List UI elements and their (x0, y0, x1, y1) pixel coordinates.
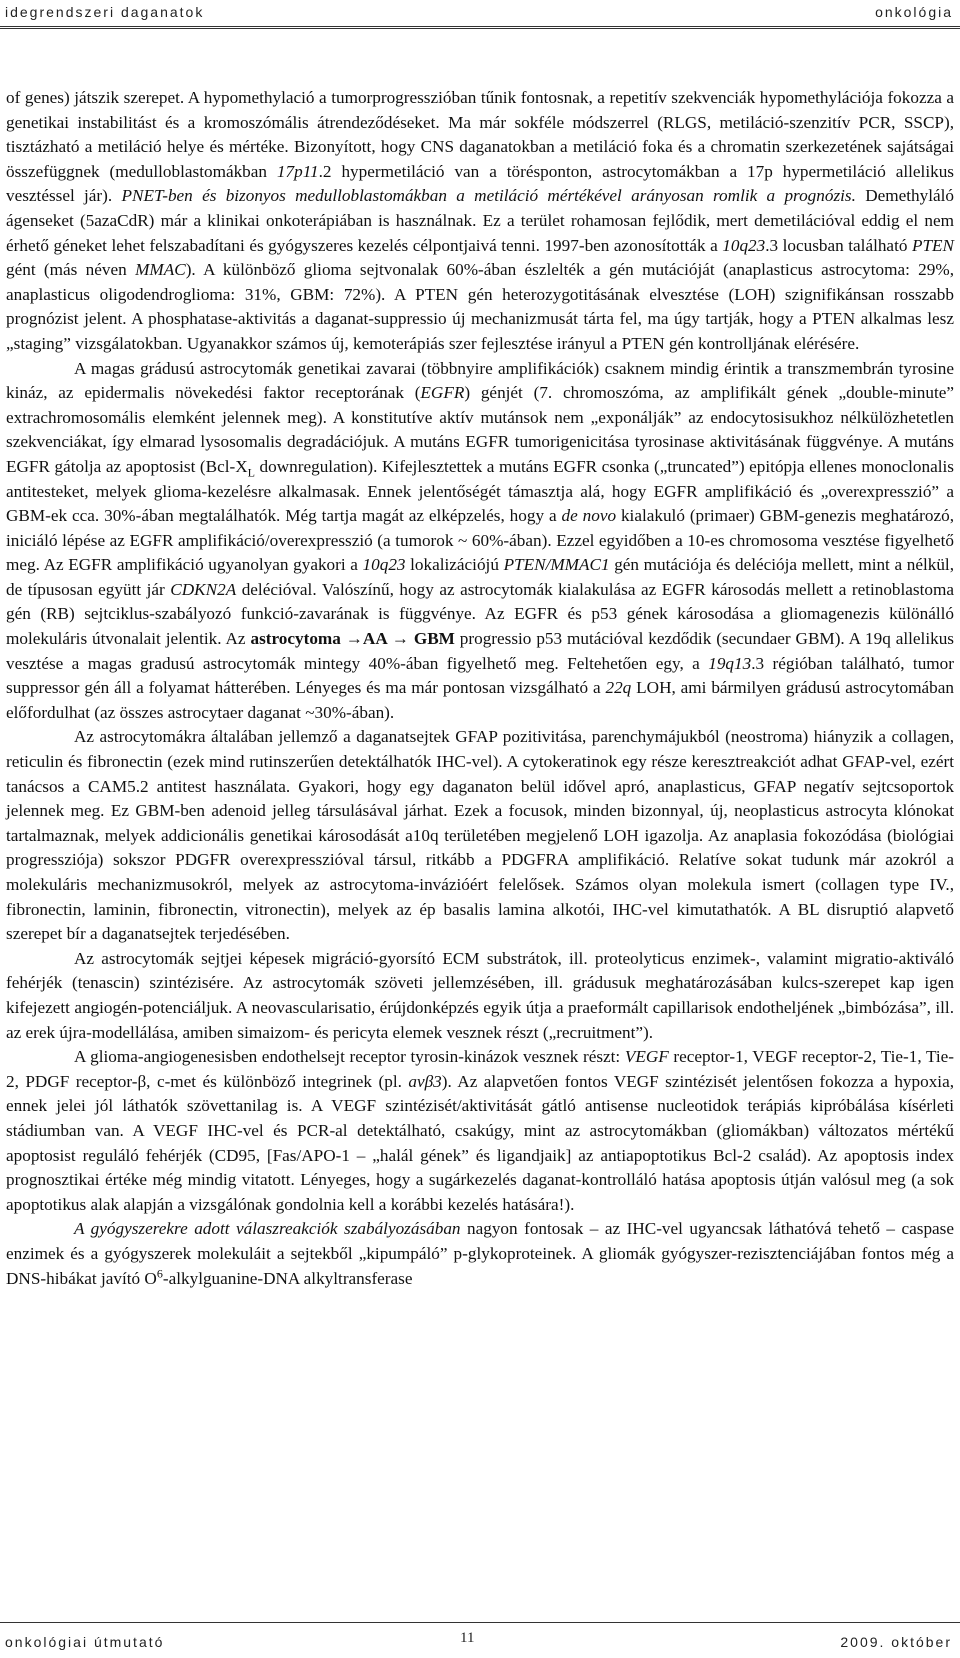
text-run: LOH, ami bármilyen grádusú astrocytomában előfordulhat (az összes astrocytaer daganat ~30%-ában). (6, 678, 955, 722)
text-run: delécióval. Valószínű, hogy az astrocytomák kialakulása az EGFR károsodás mellett a retinoblastoma gén (RB) sejtciklus-szabályozó funkció-zavarának is függvénye. Az EGFR és p53 gének károsodása a gliomagenezis különálló molekuláris útvonalait jelentik. Az (6, 579, 954, 649)
footer-divider (0, 1622, 960, 1623)
text-run: Demethyláló ágenseket (5azaCdR) már a klinikai onkoterápiában is használnak. Ez a terület rohamosan fejlődik, mert demetilációval eddig el nem érhető géneket lehet felszabadítani és gyógyszeres kezelés célpontjaivá tenni. 1997-ben azonosították a (6, 186, 954, 255)
text-run: PTEN/MMAC1 (503, 555, 610, 575)
text-run: de novo (561, 506, 617, 526)
paragraph (6, 1045, 954, 1217)
text-run: avβ3 (408, 1071, 442, 1091)
text-run: PNET-ben és bizonyos medulloblastomákban a metiláció mértékével arányosan romlik a prognózis. (121, 186, 856, 206)
text-run: nagyon fontosak – az IHC-vel ugyancsak láthatóvá tehető – caspase enzimek és a gyógyszerek molekuláit a sejtekből „kipumpáló” p-glykoproteinek. A gliomák gyógyszer-rezisztenciájában fontos még a DNS-hibákat javító O (6, 1219, 954, 1288)
text-run: VEGF (624, 1047, 669, 1067)
paragraph (6, 86, 954, 357)
text-run: 6 (156, 1265, 163, 1280)
paragraph (6, 1217, 954, 1291)
paragraph (6, 357, 954, 726)
text-run: astrocytoma →AA → GBM (250, 629, 455, 649)
footer-date: 2009. október (840, 1634, 952, 1650)
text-run: progressio p53 mutációval kezdődik (secundaer GBM). A 19q allelikus vesztése a magas gradusú astrocytomák mintegy 40%-ában figyelhető meg. Feltehetően egy, a (6, 629, 954, 673)
text-run: 17p11 (276, 161, 319, 181)
text-run: ). A különböző glioma sejtvonalak 60%-ában észlelték a gén mutációját (anaplasticus astrocytoma: 29%, anaplasticus oligodendroglioma: 31%, GBM: 72%). A PTEN gén heterozygotitásának elvesztése (LOH) szignifikánsan rosszabb prognózist jelent. A phosphatase-aktivitás a daganat-suppressio új mechanizmusát tárta fel, ma úgy tartják, hogy a PTEN alkalmas lesz „staging” vizsgálatokban. Ugyanakkor számos új, kemoterápiás szer fejlesztése irányul a PTEN gén kontrolljának elérésére. (6, 260, 954, 353)
text-run: 10q23 (362, 555, 406, 575)
page-number: 11 (460, 1630, 475, 1646)
text-run: 19q13 (708, 653, 752, 673)
header-subject: onkológia (875, 4, 953, 20)
text-run: gént (más néven (6, 260, 136, 280)
paragraph (6, 725, 954, 946)
text-run: ) génjét (7. chromoszóma, az amplifikált gének „double-minute” extrachromosomális elemként jelennek meg). A konstitutíve aktív mutánsok nem „exponálják” az endocytosisukhoz nélkülözhetetlen szekvenciákat, így elmarad lysosomalis degradációjuk. A mutáns EGFR tumorigenicitása tyrosinase aktivitásának függvénye. A mutáns EGFR gátolja az apoptosist (Bcl-X (6, 383, 954, 476)
text-run: .3 locusban található (765, 235, 912, 255)
page-footer (0, 1624, 960, 1658)
text-run: kialakuló (primaer) GBM-genezis meghatározó, iniciáló lépése az EGFR amplifikáció/overexpresszió (a tumorok ~ 60%-ában). Ezzel egyidőben a 10-es chromosoma vesztése figyelhető meg. Az EGFR amplifikáció ugyanolyan gyakori a (6, 506, 954, 575)
text-run: PTEN (911, 235, 954, 255)
text-run: Az astrocytomák sejtjei képesek migráció-gyorsító ECM substrátok, ill. proteolyticus enzimek-, valamint migratio-aktiváló fehérjék (tenascin) szintézisére. Az astrocytomák szöveti jellemzésében, ill. grádusuk meghatározásában kulcs-szerepet kap igen kifejezett angiogén-potenciáljuk. A neovascularisatio, érújdonképzés egyik útja a praeformált capillarisok endotheljének „bimbózása”, ill. az erek újra-modellálása, amiben simaizom- és pericyta elemek vesznek részt („recruitment”). (6, 948, 954, 1042)
text-run: Az astrocytomákra általában jellemző a daganatsejtek GFAP pozitivitása, parenchymájukból (neostroma) hiányzik a collagen, reticulin és fibronectin (ezek mind rutinszerűen detektálhatók IHC-vel). A cytokeratinok egy része keresztreakciót adhat GFAP-vel, ezért tanácsos a CAM5.2 antitest használata. Gyakori, hogy egy daganaton belül idővel apró, anaplasticus, GFAP negatív sejtcsoportok jelennek meg. Ez GBM-ben adenoid jelleg társulásával járhat. Ezek a focusok, minden bizonnyal, új, neoplasticus astrocyta klónokat tartalmaznak, melyek addicionális genetikai károsodását a10q területében megjelenő LOH igazolja. Az anaplasia fokozódása (biológiai progressziója) sokszor PDGFR overexpresszióval társul, ritkább a PDGFRA amplifikáció. Relatíve sokat tudunk már azokról a molekuláris mechanizmusokról, melyek az astrocytoma-invázióért felelősek. Számos olyan molekula ismert (collagen type IV., fibronectin, laminin, fibronectin, vitronectin), melyek az ép basalis lamina alkotói, IHC-vel kimutathatók. A BL disruptió alapvető szerepet bír a daganatsejtek terjedésében. (6, 727, 954, 944)
header-section-title: idegrendszeri daganatok (5, 4, 205, 20)
header-divider (0, 26, 960, 29)
text-run: L (247, 465, 255, 480)
text-run: .3 régióban található, tumor suppressor gén áll a folyamat hátterében. Lényeges és ma már pontosan vizsgálható a (6, 653, 954, 698)
text-run: EGFR (420, 383, 465, 403)
text-run: gén mutációja és deléciója mellett, mint a nélkül, de típusosan együtt jár (6, 555, 954, 599)
text-run: .2 hypermetiláció van a törésponton, astrocytomákban a 17p hypermetiláció allelikus vesztéssel jár). (6, 161, 954, 206)
text-run: downregulation). Kifejlesztettek a mutáns EGFR csonka („truncated”) epitópja ellenes monoclonalis antitesteket, melyek glioma-kezelésre alkalmasak. Ennek jelentőségét támasztja alá, hogy EGFR amplifikáció és „overexpresszió” a GBM-ek cca. 30%-ában megtalálhatók. Még tartja magát az elképzelés, hogy a (6, 456, 954, 526)
text-run: A magas grádusú astrocytomák genetikai zavarai (többnyire amplifikációk) csaknem mindig érintik a transzmembrán tyrosine kináz, az epidermalis növekedési faktor receptorának ( (6, 358, 954, 403)
text-run: 22q (605, 678, 632, 698)
text-run: A gyógyszerekre adott válaszreakciók szabályozásában (74, 1219, 461, 1239)
paragraph (6, 947, 954, 1045)
text-run: ). Az alapvetően fontos VEGF szintézisét jelentősen fokozza a hypoxia, ennek jelei jól láthatók szövettanilag is. A VEGF szintézisét/aktivitását gátló antisense nucleotidok terápiás kipróbálása kísérleti stádiumban van. A VEGF IHC-vel és PCR-al detektálható, csakúgy, mint az astrocytomákban (gliomákban) változatos mértékű apoptosist reguláló fehérjék (CD95, [Fas/APO-1 – „halál gének” és ligandjaik] az antiapoptotikus Bcl-2 család). Az apoptosis index prognosztikai értéke még mindig vitatott. Lényeges, hogy a sugárkezelés daganat-kontrolláló hatása apoptosis útján valósul meg (a sok apoptotikus alak alapján a vizsgálónak gondolnia kell a korábbi kezelés hatására!). (6, 1071, 954, 1214)
text-run: A glioma-angiogenesisben endothelsejt receptor tyrosin-kinázok vesznek részt: (74, 1047, 625, 1067)
text-run: lokalizációjú (405, 555, 504, 575)
text-run: 10q23 (722, 235, 766, 255)
text-run: receptor-1, VEGF receptor-2, Tie-1, Tie-2, PDGF receptor-β, c-met és különböző integrinek (pl. (6, 1047, 955, 1091)
text-run: CDKN2A (170, 579, 237, 599)
footer-publication-title: onkológiai útmutató (5, 1634, 165, 1650)
text-run: -alkylguanine-DNA alkyltransferase (162, 1268, 413, 1288)
text-run: MMAC (135, 260, 186, 280)
document-body (6, 86, 954, 1291)
text-run: of genes) játszik szerepet. A hypomethylació a tumorprogresszióban tűnik fontosnak, a repetitív szekvenciák hypomethylációja fokozza a genetikai instabilitást és a kromoszómális átrendeződéseket. Ma már sokféle módszerrel (RLGS, metiláció-szenzitív PCR, SSCP), tisztázható a metiláció helye és mértéke. Bizonyított, hogy CNS daganatokban a metiláció foka és a chromatin szerkezetének sajátságai összefüggnek (medulloblastomákban (6, 88, 954, 181)
